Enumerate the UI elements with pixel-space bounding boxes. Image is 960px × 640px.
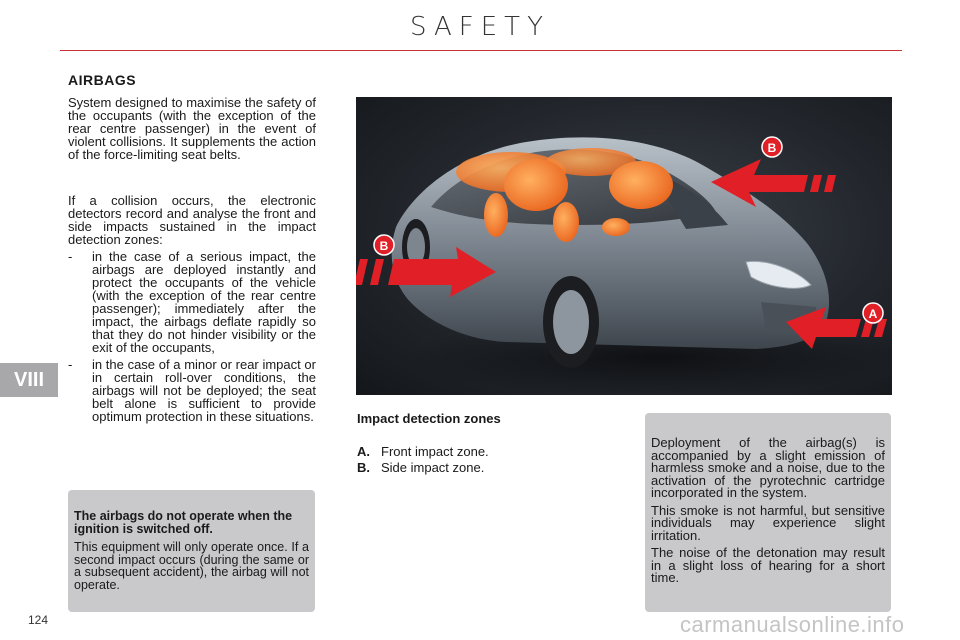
airbag-knee — [602, 218, 630, 236]
legend-key: B. — [357, 460, 370, 475]
bullet-dash: - — [68, 357, 73, 372]
info-paragraph: Deployment of the airbag(s) is accompanied by a slight emission of harmless smoke and a noise, due to the activation of the pyrotechnic cartridge incorporated in the system. — [651, 435, 885, 500]
marker-b-top — [762, 137, 782, 157]
list-item — [68, 358, 316, 423]
marker-label: A — [868, 307, 878, 321]
section-heading: AIRBAGS — [68, 72, 137, 88]
list-item — [68, 250, 316, 354]
airbag-illustration — [356, 97, 892, 395]
marker-b-left — [374, 235, 394, 255]
info-paragraph: The noise of the detonation may result in a slight loss of hearing for a short time. — [651, 545, 885, 585]
note-text: This equipment will only operate once. If a second impact occurs (during the same or a subsequent accident), the airbag will not operate. — [74, 540, 309, 592]
info-box — [645, 413, 891, 612]
legend-label: Side impact zone. — [381, 460, 485, 475]
page-number: 124 — [28, 613, 49, 627]
marker-label: B — [379, 239, 389, 253]
bullet-list — [68, 250, 316, 427]
front-rim — [553, 290, 589, 354]
legend-key: A. — [357, 444, 370, 459]
airbag-front — [609, 161, 673, 209]
legend-item — [357, 444, 489, 460]
chapter-tab[interactable]: VIII — [0, 363, 58, 397]
watermark: carmanualsonline.info — [680, 612, 905, 637]
info-paragraph: This smoke is not harmful, but sensitive individuals may experience slight irritation. — [651, 502, 885, 543]
marker-label: B — [767, 141, 777, 155]
page-title: SAFETY — [410, 12, 550, 42]
airbag-side — [484, 193, 508, 237]
collision-paragraph: If a collision occurs, the electronic detectors record and analyse the front and side impacts sustained in the impact detection zones: — [68, 193, 316, 247]
list-item-text: in the case of a serious impact, the airbags are deployed instantly and protect the occupants of the vehicle (with the exception of the rear centre passenger); immediately after the impact, the airbags deflate rapidly so that they do not hinder visibility or the exit of the occupants, — [92, 249, 316, 355]
header-rule — [60, 50, 902, 51]
legend-list — [357, 444, 489, 476]
legend-label: Front impact zone. — [381, 444, 489, 459]
airbag-side — [553, 202, 579, 242]
bullet-dash: - — [68, 249, 73, 264]
legend-item — [357, 460, 489, 476]
airbag-front — [504, 159, 568, 211]
list-item-text: in the case of a minor or rear impact or in certain roll-over conditions, the airbags will not be deployed; the seat belt alone is sufficient to provide optimum protection in these situations. — [92, 357, 316, 424]
intro-paragraph: System designed to maximise the safety of the occupants (with the exception of the rear centre passenger) in the event of violent collisions. It supplements the action of the force-limiting seat belts. — [68, 95, 316, 162]
marker-a — [863, 303, 883, 323]
note-box — [68, 490, 315, 612]
figure-caption-heading: Impact detection zones — [357, 411, 501, 426]
note-title: The airbags do not operate when the ignition is switched off. — [74, 509, 293, 536]
car-diagram — [356, 97, 892, 395]
